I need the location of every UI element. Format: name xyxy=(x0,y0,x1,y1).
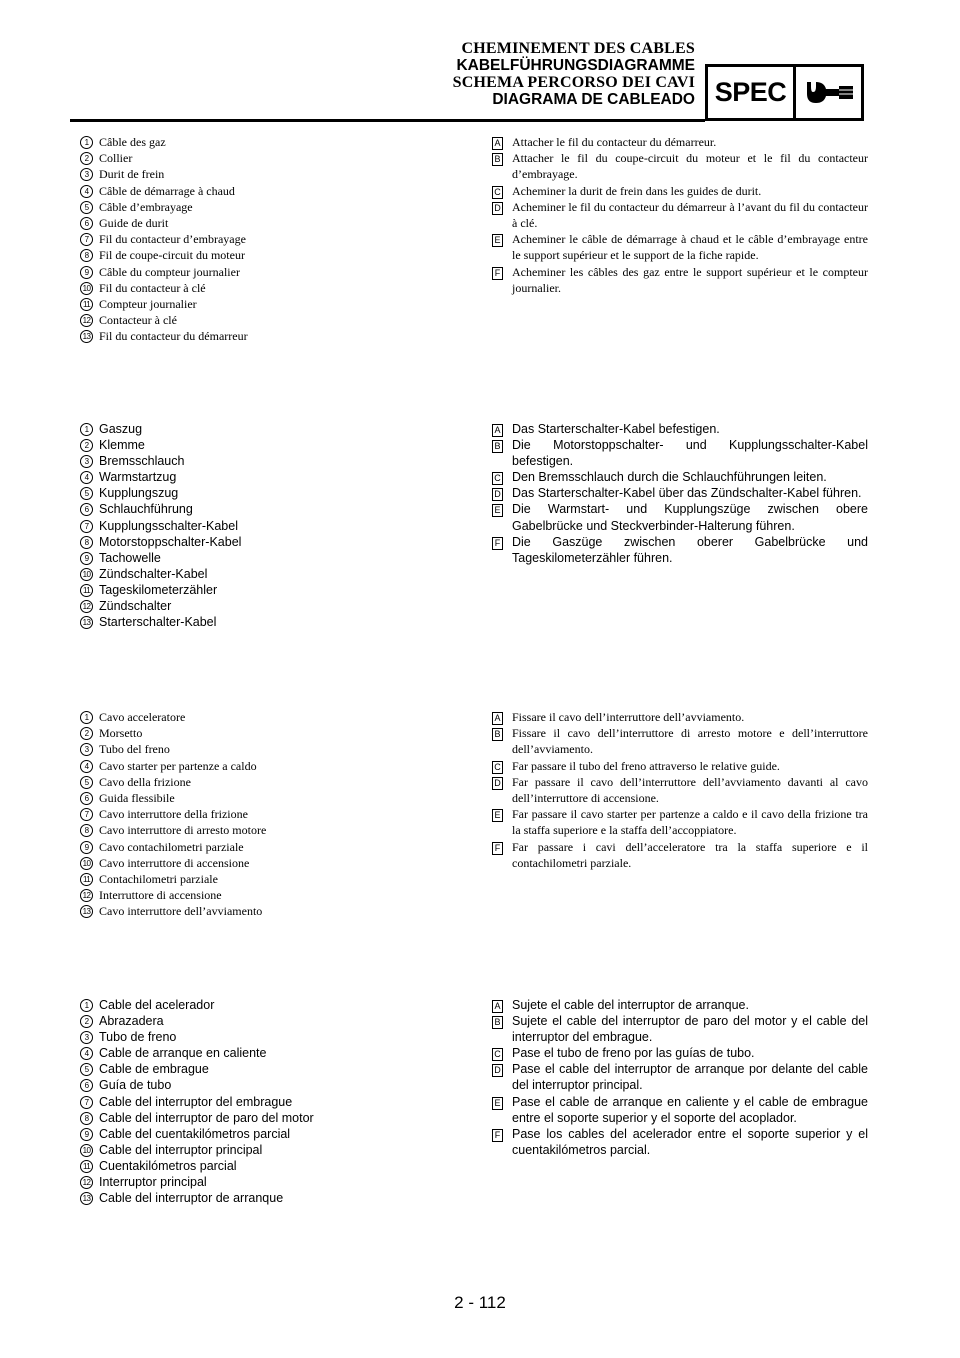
legend-text: Schlauchführung xyxy=(99,502,193,517)
boxed-letter: F xyxy=(492,267,503,280)
legend-list xyxy=(80,134,470,345)
legend-text: Cavo interruttore della frizione xyxy=(99,807,248,822)
legend-text: Gaszug xyxy=(99,422,143,436)
legend-text: Kupplungszug xyxy=(99,486,179,501)
legend-text: Contacteur à clé xyxy=(99,313,177,328)
note-item xyxy=(492,1061,868,1093)
legend-text: Tubo del freno xyxy=(99,742,170,757)
boxed-letter: E xyxy=(492,504,503,517)
legend-item xyxy=(80,709,470,725)
legend-item xyxy=(80,183,470,199)
note-item xyxy=(492,485,868,501)
legend-text: Tubo de freno xyxy=(99,1030,177,1045)
legend-text: Câble des gaz xyxy=(99,135,166,149)
circled-number: 2 xyxy=(80,152,93,165)
circled-number: 11 xyxy=(80,1160,93,1173)
boxed-letter: E xyxy=(492,234,503,247)
boxed-letter: C xyxy=(492,761,503,774)
legend-text: Guida flessibile xyxy=(99,791,175,806)
legend-text: Cable del acelerador xyxy=(99,998,215,1012)
circled-number: 8 xyxy=(80,1112,93,1125)
note-text: Sujete el cable del interruptor de arranque. xyxy=(512,998,749,1012)
note-text: Acheminer la durit de frein dans les guides de durit. xyxy=(512,183,762,198)
legend-text: Cable del interruptor principal xyxy=(99,1142,263,1157)
legend-text: Cable de embrague xyxy=(99,1062,209,1077)
legend-item xyxy=(80,614,470,630)
notes-list xyxy=(492,709,868,871)
legend-item xyxy=(80,725,470,741)
legend-item xyxy=(80,1029,470,1045)
circled-number: 11 xyxy=(80,584,93,597)
note-text: Acheminer le fil du contacteur du démarreur à l’avant du fil du contacteur à clé. xyxy=(512,199,868,231)
legend-item xyxy=(80,469,470,485)
legend-text: Cable del interruptor de paro del motor xyxy=(99,1110,314,1125)
circled-number: 5 xyxy=(80,201,93,214)
circled-number: 1 xyxy=(80,136,93,149)
legend-item xyxy=(80,855,470,871)
legend-item xyxy=(80,758,470,774)
circled-number: 4 xyxy=(80,471,93,484)
legend-list xyxy=(80,997,470,1206)
legend-text: Morsetto xyxy=(99,726,143,741)
legend-text: Tachowelle xyxy=(99,550,161,565)
legend-text: Kupplungsschalter-Kabel xyxy=(99,518,238,533)
legend-text: Collier xyxy=(99,151,133,166)
circled-number: 11 xyxy=(80,298,93,311)
legend-item xyxy=(80,453,470,469)
circled-number: 2 xyxy=(80,1015,93,1028)
legend-item xyxy=(80,150,470,166)
boxed-letter: E xyxy=(492,1097,503,1110)
note-text: Attacher le fil du coupe-circuit du moteur et le fil du contacteur d’embrayage. xyxy=(512,151,868,182)
legend-item xyxy=(80,1110,470,1126)
boxed-letter: C xyxy=(492,1048,503,1061)
wrench-icon xyxy=(796,67,861,118)
page-number: 2 - 112 xyxy=(454,1293,506,1312)
note-text: Far passare il cavo starter per partenze a caldo e il cavo della frizione tra la staffa superiore e la staffa dell’accoppiatore. xyxy=(512,807,868,838)
legend-text: Fil du contacteur à clé xyxy=(99,280,206,295)
legend-item xyxy=(80,280,470,296)
title-fr: CHEMINEMENT DES CABLES xyxy=(461,40,695,57)
legend-text: Cable del cuentakilómetros parcial xyxy=(99,1126,291,1141)
boxed-letter: B xyxy=(492,728,503,741)
circled-number: 6 xyxy=(80,503,93,516)
legend-text: Cuentakilómetros parcial xyxy=(99,1158,237,1173)
legend-text: Guía de tubo xyxy=(99,1078,172,1093)
note-text: Die Gaszüge zwischen oberer Gabelbrücke und Tageskilometerzähler führen. xyxy=(512,534,868,565)
legend-text: Zündschalter-Kabel xyxy=(99,566,208,581)
legend-item xyxy=(80,215,470,231)
note-item xyxy=(492,421,868,437)
note-item xyxy=(492,199,868,231)
legend-text: Cavo interruttore di arresto motore xyxy=(99,823,267,838)
note-item xyxy=(492,725,868,757)
note-item xyxy=(492,1013,868,1045)
legend-text: Starterschalter-Kabel xyxy=(99,615,217,630)
note-item xyxy=(492,1094,868,1126)
legend-item xyxy=(80,199,470,215)
legend-text: Klemme xyxy=(99,438,145,453)
circled-number: 7 xyxy=(80,808,93,821)
legend-item xyxy=(80,1126,470,1142)
circled-number: 9 xyxy=(80,841,93,854)
legend-item xyxy=(80,231,470,247)
boxed-letter: D xyxy=(492,488,503,501)
note-item xyxy=(492,264,868,296)
spec-label: SPEC xyxy=(708,67,796,118)
circled-number: 9 xyxy=(80,552,93,565)
circled-number: 4 xyxy=(80,1047,93,1060)
legend-text: Warmstartzug xyxy=(99,470,177,485)
note-text: Pase el cable de arranque en caliente y el cable de embrague entre el soporte superior y el soporte del acoplador. xyxy=(512,1094,868,1125)
legend-text: Cable del interruptor del embrague xyxy=(99,1094,293,1109)
boxed-letter: B xyxy=(492,440,503,453)
circled-number: 6 xyxy=(80,792,93,805)
circled-number: 7 xyxy=(80,233,93,246)
legend-item xyxy=(80,501,470,517)
boxed-letter: A xyxy=(492,137,503,150)
circled-number: 10 xyxy=(80,282,93,295)
note-text: Das Starterschalter-Kabel befestigen. xyxy=(512,422,720,436)
legend-item xyxy=(80,166,470,182)
legend-text: Interruptor principal xyxy=(99,1175,207,1190)
legend-text: Cavo acceleratore xyxy=(99,710,186,724)
legend-item xyxy=(80,1013,470,1029)
circled-number: 9 xyxy=(80,1128,93,1141)
circled-number: 6 xyxy=(80,217,93,230)
circled-number: 1 xyxy=(80,423,93,436)
note-item xyxy=(492,150,868,182)
note-text: Die Warmstart- und Kupplungszüge zwischen obere Gabelbrücke und Steckverbinder-Halterung führen. xyxy=(512,502,868,533)
legend-text: Cavo della frizione xyxy=(99,774,191,789)
spec-badge xyxy=(705,64,864,121)
note-text: Acheminer les câbles des gaz entre le support supérieur et le compteur journalier. xyxy=(512,264,868,295)
note-text: Pase los cables del acelerador entre el soporte superior y el cuentakilómetros parcial. xyxy=(512,1126,868,1157)
boxed-letter: A xyxy=(492,1000,503,1013)
legend-item xyxy=(80,997,470,1013)
circled-number: 9 xyxy=(80,266,93,279)
circled-number: 13 xyxy=(80,330,93,343)
notes-list xyxy=(492,134,868,296)
circled-number: 10 xyxy=(80,568,93,581)
legend-text: Fil du contacteur du démarreur xyxy=(99,329,248,344)
legend-item xyxy=(80,437,470,453)
note-item xyxy=(492,774,868,806)
legend-item xyxy=(80,1094,470,1110)
boxed-letter: F xyxy=(492,1129,503,1142)
note-item xyxy=(492,437,868,469)
note-text: Sujete el cable del interruptor de paro del motor y el cable del interruptor del embrague. xyxy=(512,1014,868,1045)
note-text: Far passare i cavi dell’acceleratore tra la staffa superiore e il contachilometri parziale. xyxy=(512,839,868,870)
legend-item xyxy=(80,741,470,757)
legend-item xyxy=(80,1061,470,1077)
boxed-letter: A xyxy=(492,712,503,725)
legend-text: Contachilometri parziale xyxy=(99,872,218,887)
circled-number: 3 xyxy=(80,455,93,468)
legend-item xyxy=(80,839,470,855)
legend-item xyxy=(80,806,470,822)
legend-item xyxy=(80,296,470,312)
boxed-letter: F xyxy=(492,842,503,855)
legend-item xyxy=(80,1142,470,1158)
note-item xyxy=(492,806,868,838)
legend-text: Cable de arranque en caliente xyxy=(99,1046,267,1061)
notes-list xyxy=(492,421,868,566)
legend-text: Fil de coupe-circuit du moteur xyxy=(99,248,245,263)
note-item xyxy=(492,183,868,199)
legend-text: Durit de frein xyxy=(99,167,165,182)
note-item xyxy=(492,839,868,871)
circled-number: 1 xyxy=(80,999,93,1012)
legend-item xyxy=(80,264,470,280)
circled-number: 12 xyxy=(80,1176,93,1189)
legend-item xyxy=(80,421,470,437)
legend-item xyxy=(80,871,470,887)
legend-item xyxy=(80,134,470,150)
note-item xyxy=(492,758,868,774)
note-text: Pase el tubo de freno por las guías de tubo. xyxy=(512,1046,755,1061)
legend-text: Compteur journalier xyxy=(99,297,197,312)
circled-number: 12 xyxy=(80,889,93,902)
legend-text: Guide de durit xyxy=(99,216,169,231)
legend-text: Câble du compteur journalier xyxy=(99,264,240,279)
boxed-letter: C xyxy=(492,186,503,199)
circled-number: 8 xyxy=(80,824,93,837)
circled-number: 7 xyxy=(80,1096,93,1109)
circled-number: 8 xyxy=(80,249,93,262)
legend-item xyxy=(80,1158,470,1174)
circled-number: 10 xyxy=(80,857,93,870)
legend-item xyxy=(80,328,470,344)
legend-item xyxy=(80,312,470,328)
circled-number: 2 xyxy=(80,439,93,452)
circled-number: 4 xyxy=(80,760,93,773)
title-de: KABELFÜHRUNGSDIAGRAMME xyxy=(456,57,695,74)
boxed-letter: C xyxy=(492,472,503,485)
note-item xyxy=(492,709,868,725)
legend-text: Cavo starter per partenze a caldo xyxy=(99,758,257,773)
circled-number: 3 xyxy=(80,1031,93,1044)
boxed-letter: B xyxy=(492,1016,503,1029)
notes-list xyxy=(492,997,868,1158)
note-text: Die Motorstoppschalter- und Kupplungsschalter-Kabel befestigen. xyxy=(512,438,868,469)
note-text: Den Bremsschlauch durch die Schlauchführungen leiten. xyxy=(512,470,827,485)
boxed-letter: D xyxy=(492,777,503,790)
note-text: Acheminer le câble de démarrage à chaud et le câble d’embrayage entre le support supérieur et le support de la fiche rapide. xyxy=(512,232,868,263)
legend-item xyxy=(80,903,470,919)
circled-number: 2 xyxy=(80,727,93,740)
legend-text: Bremsschlauch xyxy=(99,454,185,469)
circled-number: 12 xyxy=(80,600,93,613)
legend-item xyxy=(80,887,470,903)
circled-number: 5 xyxy=(80,776,93,789)
boxed-letter: A xyxy=(492,424,503,437)
legend-text: Tageskilometerzähler xyxy=(99,582,218,597)
circled-number: 7 xyxy=(80,520,93,533)
legend-text: Cavo interruttore di accensione xyxy=(99,855,250,870)
circled-number: 5 xyxy=(80,487,93,500)
circled-number: 11 xyxy=(80,873,93,886)
boxed-letter: F xyxy=(492,537,503,550)
circled-number: 10 xyxy=(80,1144,93,1157)
note-text: Fissare il cavo dell’interruttore dell’avviamento. xyxy=(512,710,745,724)
header-rule xyxy=(70,119,705,122)
legend-item xyxy=(80,566,470,582)
legend-text: Zündschalter xyxy=(99,599,172,614)
note-item xyxy=(492,469,868,485)
note-text: Attacher le fil du contacteur du démarreur. xyxy=(512,135,717,149)
legend-text: Cavo interruttore dell’avviamento xyxy=(99,904,263,919)
boxed-letter: B xyxy=(492,153,503,166)
note-item xyxy=(492,231,868,263)
circled-number: 1 xyxy=(80,711,93,724)
boxed-letter: D xyxy=(492,202,503,215)
title-es: DIAGRAMA DE CABLEADO xyxy=(492,91,695,108)
legend-item xyxy=(80,1174,470,1190)
circled-number: 5 xyxy=(80,1063,93,1076)
legend-item xyxy=(80,822,470,838)
circled-number: 4 xyxy=(80,185,93,198)
legend-text: Interruttore di accensione xyxy=(99,888,222,903)
legend-list xyxy=(80,421,470,630)
note-item xyxy=(492,997,868,1013)
note-text: Far passare il cavo dell’interruttore dell’avviamento davanti al cavo dell’interruttore di accensione. xyxy=(512,774,868,806)
legend-text: Abrazadera xyxy=(99,1014,164,1029)
title-it: SCHEMA PERCORSO DEI CAVI xyxy=(452,74,695,91)
legend-item xyxy=(80,247,470,263)
legend-text: Motorstoppschalter-Kabel xyxy=(99,534,242,549)
legend-text: Câble d’embrayage xyxy=(99,199,193,214)
note-item xyxy=(492,534,868,566)
boxed-letter: E xyxy=(492,809,503,822)
note-text: Das Starterschalter-Kabel über das Zündschalter-Kabel führen. xyxy=(512,486,862,501)
circled-number: 13 xyxy=(80,1192,93,1205)
note-item xyxy=(492,1045,868,1061)
legend-item xyxy=(80,598,470,614)
note-item xyxy=(492,1126,868,1158)
legend-item xyxy=(80,582,470,598)
legend-item xyxy=(80,534,470,550)
legend-text: Cable del interruptor de arranque xyxy=(99,1191,284,1206)
note-item xyxy=(492,501,868,533)
circled-number: 6 xyxy=(80,1079,93,1092)
note-text: Fissare il cavo dell’interruttore di arresto motore e dell’interruttore dell’avviamento. xyxy=(512,726,868,757)
legend-text: Cavo contachilometri parziale xyxy=(99,839,244,854)
legend-text: Câble de démarrage à chaud xyxy=(99,183,235,198)
circled-number: 3 xyxy=(80,168,93,181)
section-title-block xyxy=(453,40,695,108)
legend-item xyxy=(80,485,470,501)
circled-number: 12 xyxy=(80,314,93,327)
circled-number: 13 xyxy=(80,905,93,918)
circled-number: 13 xyxy=(80,616,93,629)
legend-text: Fil du contacteur d’embrayage xyxy=(99,232,246,247)
legend-item xyxy=(80,518,470,534)
legend-item xyxy=(80,1077,470,1093)
legend-list xyxy=(80,709,470,920)
legend-item xyxy=(80,774,470,790)
note-text: Pase el cable del interruptor de arranque por delante del cable del interruptor principal. xyxy=(512,1062,868,1093)
note-text: Far passare il tubo del freno attraverso le relative guide. xyxy=(512,758,780,773)
boxed-letter: D xyxy=(492,1064,503,1077)
legend-item xyxy=(80,1045,470,1061)
circled-number: 8 xyxy=(80,536,93,549)
note-item xyxy=(492,134,868,150)
legend-item xyxy=(80,790,470,806)
circled-number: 3 xyxy=(80,743,93,756)
legend-item xyxy=(80,550,470,566)
legend-item xyxy=(80,1190,470,1206)
